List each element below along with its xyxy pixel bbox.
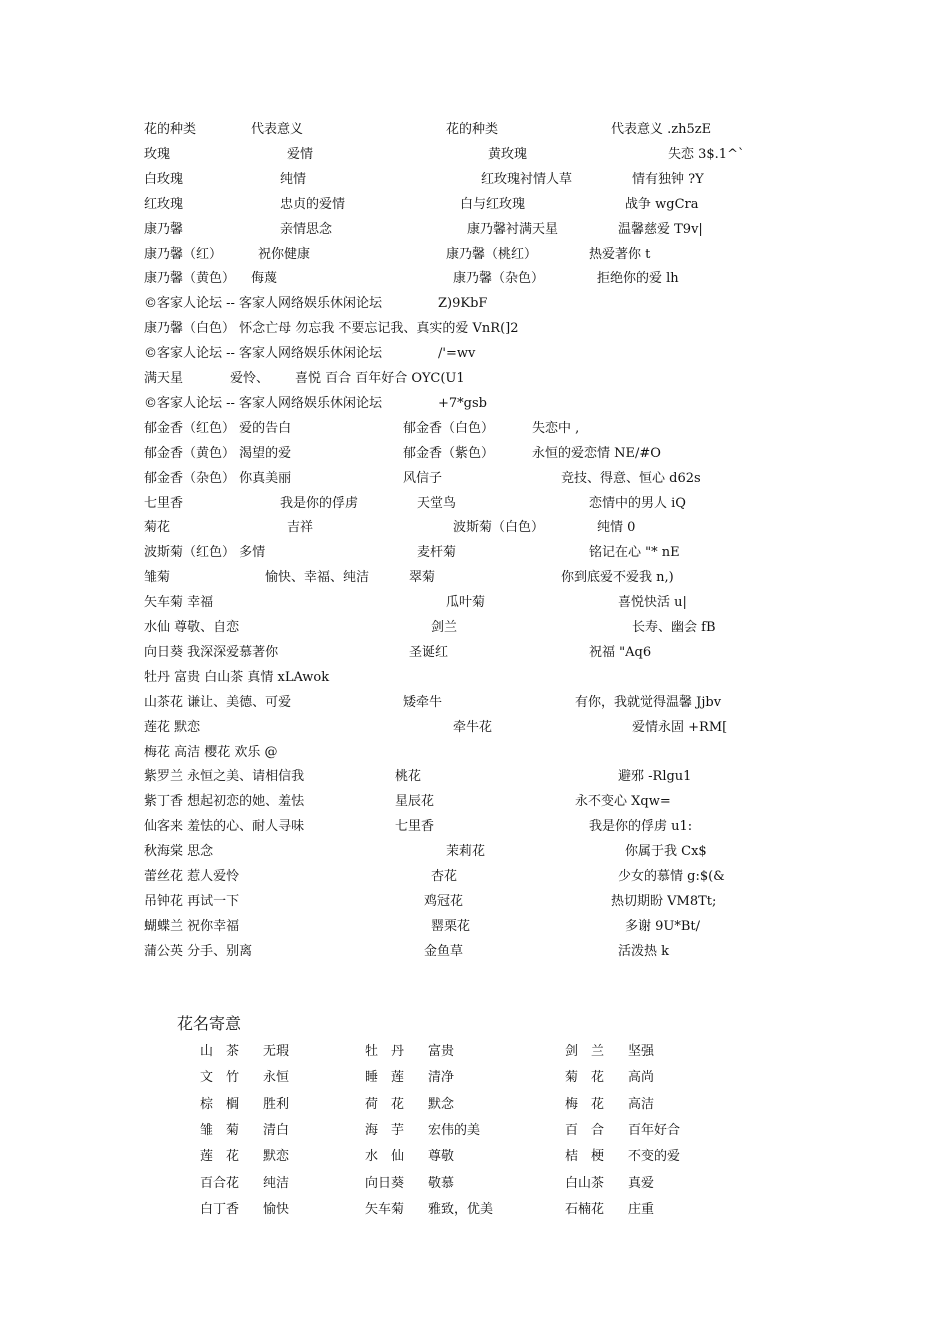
line-cell: 铭记在心 "* nE — [589, 545, 680, 561]
line-cell: 瓜叶菊 — [446, 595, 486, 611]
flower-name-cell: 白丁香 — [200, 1201, 240, 1217]
line-cell: 莲花 默恋 — [144, 719, 201, 735]
line-cell: 战争 wgCra — [625, 196, 699, 212]
line-cell: 康乃馨（红） — [144, 246, 223, 262]
list-line — [0, 617, 950, 639]
flower-meaning-cell: 高尚 — [628, 1070, 655, 1086]
line-cell: 牡丹 富贵 白山茶 真情 xLAwok — [144, 669, 330, 685]
flower-name-cell: 牡 丹 — [365, 1044, 405, 1059]
line-cell: 康乃馨（白色） 怀念亡母 勿忘我 不要忘记我、真实的爱 VnR(]2 — [144, 321, 519, 337]
flower-meaning-cell: 庄重 — [628, 1201, 655, 1217]
line-cell: +7*gsb — [438, 395, 487, 411]
list-line — [0, 493, 950, 515]
line-cell: 我是你的俘虏 u1: — [589, 819, 693, 835]
line-cell: 活泼热 k — [618, 943, 670, 959]
list-line — [0, 916, 950, 938]
flower-meaning-cell: 宏伟的美 — [428, 1122, 481, 1138]
line-cell: 白玫瑰 — [144, 171, 184, 187]
line-cell: 康乃馨 — [144, 221, 184, 237]
line-cell: 山茶花 谦让、美德、可爱 — [144, 694, 292, 710]
flower-name-cell: 山 茶 — [200, 1044, 240, 1059]
line-cell: 天堂鸟 — [417, 495, 457, 511]
flower-meaning-cell: 坚强 — [628, 1044, 655, 1059]
line-cell: 纯情 0 — [597, 520, 636, 536]
table-row — [0, 1041, 950, 1063]
line-cell: 竞技、得意、恒心 d62s — [561, 470, 701, 486]
list-line — [0, 742, 950, 764]
flower-name-cell: 白山茶 — [565, 1175, 605, 1191]
flower-name-cell: 荷 花 — [365, 1096, 405, 1112]
flower-name-cell: 棕 榈 — [200, 1096, 240, 1112]
line-cell: 蕾丝花 惹人爱怜 — [144, 869, 240, 884]
list-line — [0, 841, 950, 863]
line-cell: 向日葵 我深深爱慕著你 — [144, 644, 279, 660]
flower-meaning-cell: 清净 — [428, 1070, 455, 1086]
line-cell: 代表意义 .zh5zE — [611, 122, 712, 137]
line-cell: 鸡冠花 — [424, 893, 464, 909]
line-cell: 桃花 — [395, 769, 422, 785]
line-cell: 多谢 9U*Bt/ — [625, 918, 701, 934]
line-cell: 紫罗兰 永恒之美、请相信我 — [144, 769, 305, 785]
flower-meaning-cell: 富贵 — [428, 1044, 455, 1059]
flower-meaning-cell: 百年好合 — [628, 1122, 681, 1138]
line-cell: 郁金香（杂色） 你真美丽 — [144, 470, 292, 486]
flower-name-cell: 水 仙 — [365, 1149, 405, 1165]
flower-meaning-cell: 雅致，优美 — [428, 1201, 494, 1217]
line-cell: 剑兰 — [431, 620, 458, 635]
list-line — [0, 791, 950, 813]
list-line — [0, 268, 950, 290]
line-cell: 忠贞的爱情 — [280, 196, 346, 212]
flower-name-cell: 桔 梗 — [565, 1149, 605, 1165]
line-cell: 圣诞红 — [409, 644, 449, 660]
line-cell: 你属于我 Cx$ — [625, 844, 707, 860]
line-cell: 金鱼草 — [424, 943, 464, 959]
line-cell: 麦杆菊 — [417, 545, 457, 561]
line-cell: 郁金香（红色） 爱的告白 — [144, 420, 292, 436]
list-line — [0, 144, 950, 166]
flower-meaning-cell: 纯洁 — [263, 1175, 290, 1191]
line-cell: Z)9KbF — [438, 296, 488, 312]
line-cell: 矮牵牛 — [403, 694, 443, 710]
list-line — [0, 194, 950, 216]
line-cell: 星辰花 — [395, 794, 435, 810]
line-cell: 花的种类 — [144, 122, 197, 137]
line-cell: 吉祥 — [287, 520, 314, 536]
flower-meaning-cell: 高洁 — [628, 1096, 655, 1112]
list-line — [0, 293, 950, 315]
flower-name-cell: 菊 花 — [565, 1070, 605, 1086]
line-cell: 雏菊 — [144, 570, 171, 586]
line-cell: 波斯菊（白色） — [453, 520, 545, 536]
table-row — [0, 1067, 950, 1089]
line-cell: 避邪 -Rlgu1 — [618, 769, 692, 785]
line-cell: 失恋中 , — [532, 420, 580, 436]
line-cell: 满天星 — [144, 371, 184, 386]
line-cell: 矢车菊 幸福 — [144, 595, 214, 611]
list-line — [0, 468, 950, 490]
line-cell: 七里香 — [144, 495, 184, 511]
line-cell: 祝你健康 — [258, 246, 311, 262]
line-cell: 你到底爱不爱我 n,) — [561, 570, 674, 586]
line-cell: 爱怜、 — [230, 371, 270, 386]
line-cell: 喜悦快活 u| — [618, 595, 687, 611]
line-cell: 情有独钟 ?Y — [632, 171, 704, 187]
flower-name-cell: 矢车菊 — [365, 1201, 405, 1217]
line-cell: 翠菊 — [409, 570, 436, 586]
flower-name-cell: 梅 花 — [565, 1096, 605, 1112]
line-cell: 失恋 3$.1^` — [668, 146, 745, 162]
line-cell: 玫瑰 — [144, 146, 171, 162]
line-cell: 愉快、幸福、纯洁 — [265, 570, 370, 586]
table-row — [0, 1146, 950, 1168]
flower-name-cell: 向日葵 — [365, 1175, 405, 1191]
list-line — [0, 642, 950, 664]
line-cell: 郁金香（紫色） — [403, 445, 495, 461]
line-cell: 有你，我就觉得温馨 Jjbv — [575, 694, 722, 710]
line-cell: 红玫瑰衬情人草 — [481, 171, 573, 187]
list-line — [0, 318, 950, 340]
table-row — [0, 1199, 950, 1221]
line-cell: 拒绝你的爱 lh — [597, 271, 679, 287]
flower-meaning-cell: 默恋 — [263, 1149, 290, 1165]
list-line — [0, 393, 950, 415]
line-cell: 杏花 — [431, 869, 458, 884]
line-cell: 喜悦 百合 百年好合 OYC(U1 — [295, 371, 465, 386]
flower-meaning-cell: 永恒 — [263, 1070, 290, 1086]
line-cell: 梅花 高洁 樱花 欢乐 @ — [144, 744, 278, 760]
line-cell: 风信子 — [403, 470, 443, 486]
line-cell: 秋海棠 思念 — [144, 844, 214, 860]
list-line — [0, 244, 950, 266]
list-line — [0, 119, 950, 141]
flower-meaning-cell: 尊敬 — [428, 1149, 455, 1165]
list-line — [0, 517, 950, 539]
line-cell: 康乃馨（黄色） — [144, 271, 236, 287]
line-cell: 康乃馨（杂色） — [453, 271, 545, 287]
list-line — [0, 567, 950, 589]
table-row — [0, 1094, 950, 1116]
flower-name-cell: 石楠花 — [565, 1201, 605, 1217]
flower-meaning-cell: 无瑕 — [263, 1044, 290, 1059]
list-line — [0, 368, 950, 390]
line-cell: 吊钟花 再试一下 — [144, 893, 240, 909]
flower-meaning-cell: 默念 — [428, 1096, 455, 1112]
list-line — [0, 891, 950, 913]
flower-name-cell: 雏 菊 — [200, 1122, 240, 1138]
list-line — [0, 816, 950, 838]
flower-name-cell: 百 合 — [565, 1122, 605, 1138]
line-cell: 长寿、幽会 fB — [632, 620, 716, 635]
flower-name-cell: 莲 花 — [200, 1149, 240, 1165]
line-cell: ©客家人论坛 -- 客家人网络娱乐休闲论坛 — [144, 346, 383, 362]
list-line — [0, 667, 950, 689]
list-line — [0, 443, 950, 465]
line-cell: /'=wv — [438, 346, 476, 362]
flower-name-cell: 睡 莲 — [365, 1070, 405, 1086]
list-line — [0, 692, 950, 714]
flower-meaning-cell: 真爱 — [628, 1175, 655, 1191]
line-cell: 红玫瑰 — [144, 196, 184, 212]
list-line — [0, 866, 950, 888]
list-line — [0, 343, 950, 365]
line-cell: 罂栗花 — [431, 918, 471, 934]
line-cell: 郁金香（黄色） 渴望的爱 — [144, 445, 292, 461]
flower-meaning-cell: 敬慕 — [428, 1175, 455, 1191]
list-line — [0, 219, 950, 241]
flower-name-cell: 海 芋 — [365, 1122, 405, 1138]
line-cell: 紫丁香 想起初恋的她、羞怯 — [144, 794, 305, 810]
flower-meaning-cell: 不变的爱 — [628, 1149, 681, 1165]
line-cell: 康乃馨（桃红） — [446, 246, 538, 262]
line-cell: 热切期盼 VM8Tt; — [611, 893, 717, 909]
table-row — [0, 1173, 950, 1195]
line-cell: ©客家人论坛 -- 客家人网络娱乐休闲论坛 — [144, 395, 383, 411]
line-cell: 白与红玫瑰 — [460, 196, 526, 212]
section-heading: 花名寄意 — [177, 1014, 242, 1033]
table-row — [0, 1120, 950, 1142]
line-cell: 爱情 — [287, 146, 314, 162]
line-cell: 郁金香（白色） — [403, 420, 495, 436]
list-line — [0, 169, 950, 191]
line-cell: 牵牛花 — [453, 719, 493, 735]
line-cell: 黄玫瑰 — [488, 146, 528, 162]
line-cell: 永不变心 Xqw= — [575, 794, 671, 810]
list-line — [0, 418, 950, 440]
line-cell: 爱情永固 +RM[ — [632, 719, 728, 735]
line-cell: 我是你的俘虏 — [280, 495, 359, 511]
line-cell: 蒲公英 分手、别离 — [144, 943, 253, 959]
line-cell: 花的种类 — [446, 122, 499, 137]
line-cell: ©客家人论坛 -- 客家人网络娱乐休闲论坛 — [144, 296, 383, 312]
list-line — [0, 941, 950, 963]
flower-meaning-cell: 清白 — [263, 1122, 290, 1138]
list-line — [0, 592, 950, 614]
flower-meaning-cell: 愉快 — [263, 1201, 290, 1217]
list-line — [0, 542, 950, 564]
line-cell: 水仙 尊敬、自恋 — [144, 620, 240, 635]
flower-name-cell: 文 竹 — [200, 1070, 240, 1086]
line-cell: 少女的慕情 g:$(& — [618, 869, 725, 884]
line-cell: 蝴蝶兰 祝你幸福 — [144, 918, 240, 934]
line-cell: 热爱著你 t — [589, 246, 651, 262]
line-cell: 茉莉花 — [446, 844, 486, 860]
line-cell: 仙客来 羞怯的心、耐人寻味 — [144, 819, 305, 835]
line-cell: 康乃馨衬满天星 — [467, 221, 559, 237]
list-line — [0, 717, 950, 739]
line-cell: 七里香 — [395, 819, 435, 835]
line-cell: 波斯菊（红色） 多情 — [144, 545, 266, 561]
flower-name-cell: 剑 兰 — [565, 1044, 605, 1059]
line-cell: 祝福 "Aq6 — [589, 644, 652, 660]
line-cell: 永恒的爱恋情 NE/#O — [532, 445, 661, 461]
line-cell: 侮蔑 — [251, 271, 278, 287]
line-cell: 纯情 — [280, 171, 307, 187]
line-cell: 代表意义 — [251, 122, 304, 137]
flower-meaning-cell: 胜利 — [263, 1096, 290, 1112]
line-cell: 亲情思念 — [280, 221, 333, 237]
list-line — [0, 766, 950, 788]
flower-name-cell: 百合花 — [200, 1175, 240, 1191]
line-cell: 温馨慈爱 T9v| — [618, 221, 703, 237]
line-cell: 菊花 — [144, 520, 171, 536]
line-cell: 恋情中的男人 iQ — [589, 495, 686, 511]
